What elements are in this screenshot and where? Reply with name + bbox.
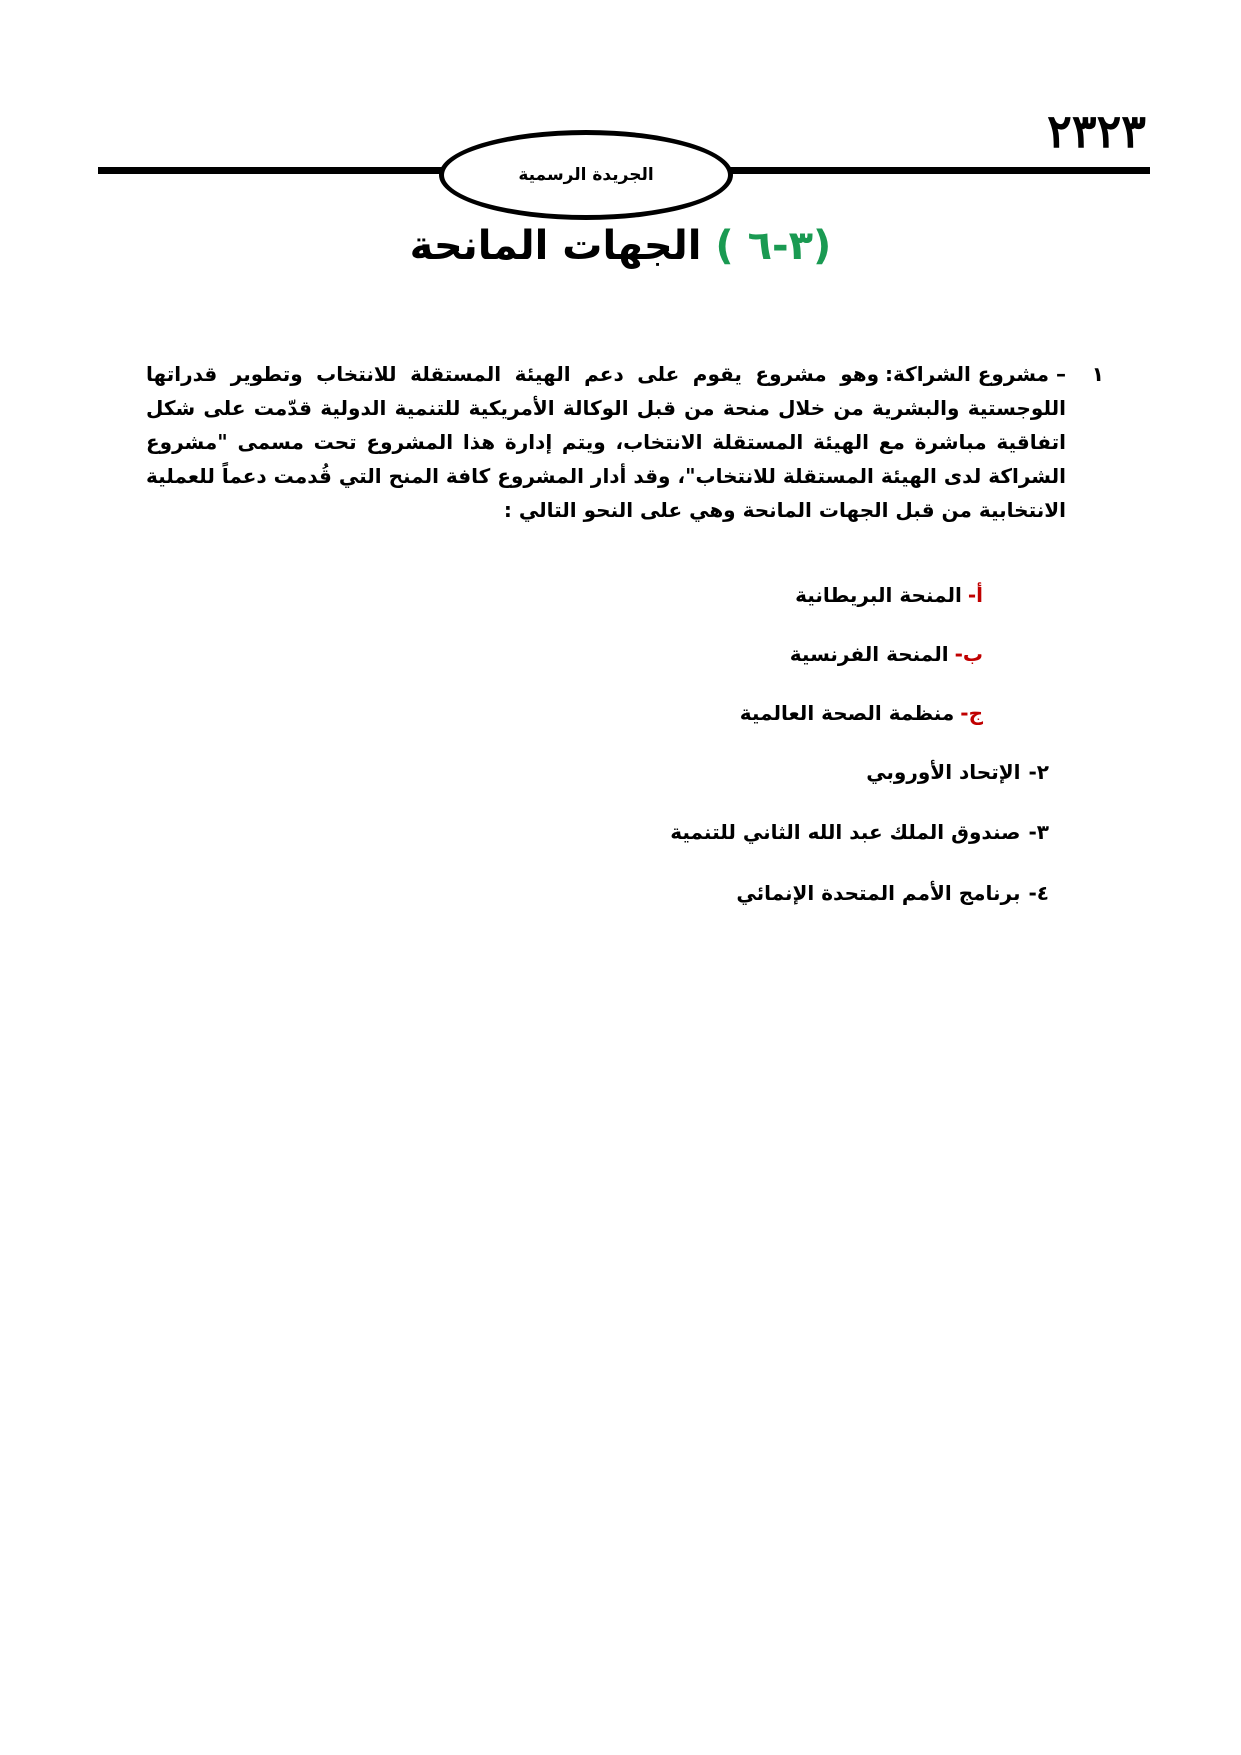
sub-item-text: منظمة الصحة العالمية: [739, 701, 955, 725]
list-item-text: برنامج الأمم المتحدة الإنمائي: [736, 881, 1021, 905]
item-lead: – مشروع الشراكة:: [885, 362, 1066, 386]
list-item-king-abdullah-fund: [670, 820, 1049, 844]
list-item-undp: [736, 881, 1049, 905]
list-item-number: ٣-: [1028, 820, 1049, 844]
section-heading: [0, 222, 1241, 270]
sub-item-british-grant: [795, 583, 983, 607]
sub-item-letter: أ-: [967, 583, 983, 607]
list-item-text: الإتحاد الأوروبي: [866, 760, 1021, 784]
sub-item-text: المنحة البريطانية: [795, 583, 962, 607]
list-item-number: ٢-: [1028, 760, 1049, 784]
sub-item-letter: ب-: [954, 642, 983, 666]
list-item-eu: [866, 760, 1049, 784]
sub-item-french-grant: [790, 642, 983, 666]
sub-item-letter: ج-: [960, 701, 983, 725]
page-number: ٢٣٢٣: [1047, 104, 1146, 158]
list-item-partnership: [146, 357, 1104, 527]
gazette-label: الجريدة الرسمية: [518, 165, 654, 185]
list-item-number: ٤-: [1028, 881, 1049, 905]
sub-item-text: المنحة الفرنسية: [789, 642, 949, 666]
item-paragraph: وهو مشروع يقوم على دعم الهيئة المستقلة للانتخاب وتطوير قدراتها اللوجستية والبشرية من خلال منحة من قبل الوكالة الأمريكية للتنمية الدولية قدّمت على شكل اتفاقية مباشرة مع الهيئة المستقلة الانتخاب، ويتم إدارة هذا المشروع تحت مسمى "مشروع الشراكة لدى الهيئة المستقلة للانتخاب"، وقد أدار المشروع كافة المنح التي قُدمت دعماً للعملية الانتخابية من قبل الجهات المانحة وهي على النحو التالي :: [146, 362, 1066, 522]
item-number: ١: [1091, 362, 1104, 386]
gazette-oval: [439, 130, 733, 220]
sub-item-who: [740, 701, 983, 725]
section-number: (٣-٦ ): [715, 223, 832, 269]
section-title: الجهات المانحة: [409, 223, 702, 269]
list-item-text: صندوق الملك عبد الله الثاني للتنمية: [670, 820, 1021, 844]
